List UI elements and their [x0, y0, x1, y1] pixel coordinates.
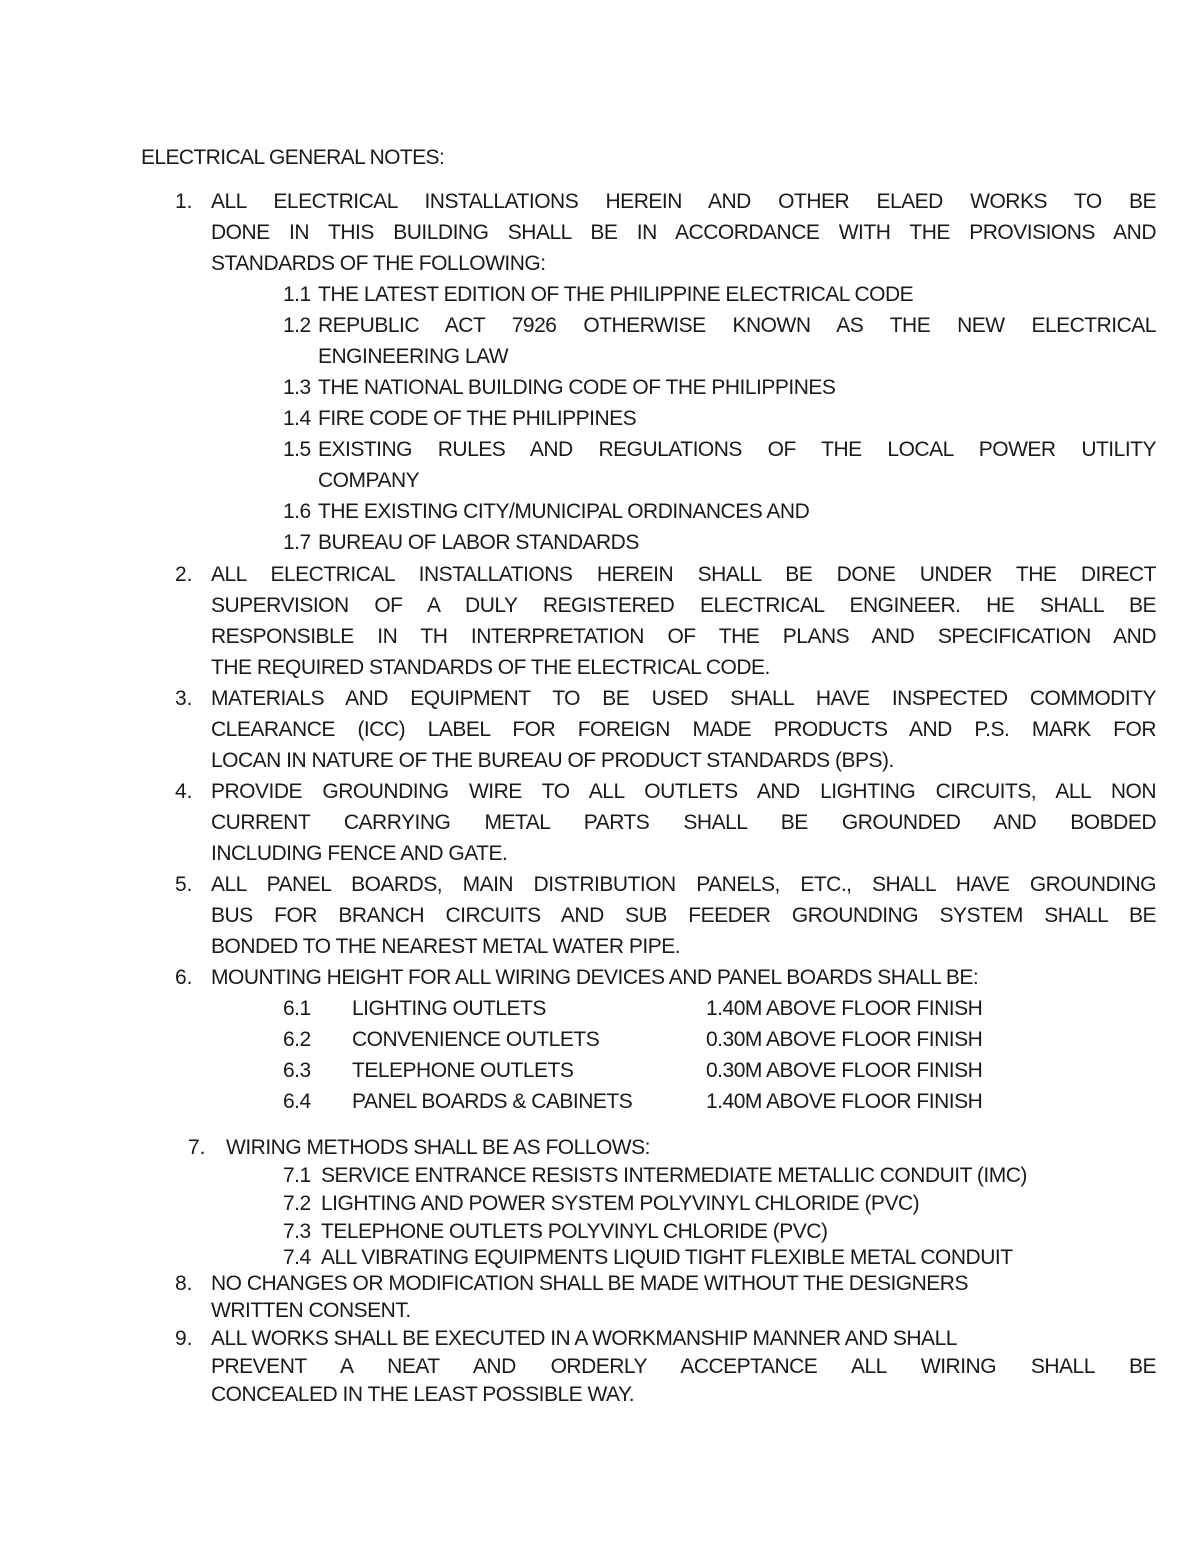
note-text-line: STANDARDS OF THE FOLLOWING: [211, 252, 546, 275]
row-item: LIGHTING OUTLETS [352, 997, 546, 1020]
subitem-number: 7.4 [283, 1246, 311, 1269]
row-number: 6.1 [283, 997, 311, 1020]
subitem-text: BUREAU OF LABOR STANDARDS [318, 531, 639, 554]
note-number: 2. [175, 563, 193, 586]
note-text-line-content: CURRENT CARRYING METAL PARTS SHALL BE GROUNDED AND BOBDED [211, 811, 1156, 834]
note-text-line: WIRING METHODS SHALL BE AS FOLLOWS: [226, 1136, 650, 1159]
subitem-number: 1.2 [283, 314, 311, 337]
note-text-line-content: PROVIDE GROUNDING WIRE TO ALL OUTLETS AND LIGHTING CIRCUITS, ALL NON [211, 780, 1156, 803]
subitem-number: 1.7 [283, 531, 311, 554]
subitem-number: 1.6 [283, 500, 311, 523]
note-text-line: LOCAN IN NATURE OF THE BUREAU OF PRODUCT STANDARDS (BPS). [211, 749, 894, 772]
subitem-text: ALL VIBRATING EQUIPMENTS LIQUID TIGHT FLEXIBLE METAL CONDUIT [321, 1246, 1013, 1269]
note-number: 7. [188, 1136, 206, 1159]
subitem-text: THE NATIONAL BUILDING CODE OF THE PHILIPPINES [318, 376, 836, 399]
subitem-text: COMPANY [318, 469, 420, 492]
note-text-line [211, 592, 1156, 620]
note-text-line [211, 902, 1156, 930]
row-value: 1.40M ABOVE FLOOR FINISH [706, 1090, 983, 1113]
note-text-line-content: DONE IN THIS BUILDING SHALL BE IN ACCORDANCE WITH THE PROVISIONS AND [211, 221, 1156, 244]
row-item: TELEPHONE OUTLETS [352, 1059, 574, 1082]
note-text-line-content: ALL PANEL BOARDS, MAIN DISTRIBUTION PANELS, ETC., SHALL HAVE GROUNDING [211, 873, 1156, 896]
note-text-line [211, 561, 1156, 589]
note-text-line: NO CHANGES OR MODIFICATION SHALL BE MADE WITHOUT THE DESIGNERS [211, 1272, 968, 1295]
row-value: 0.30M ABOVE FLOOR FINISH [706, 1059, 983, 1082]
subitem-text [318, 312, 1156, 340]
subitem-text: ENGINEERING LAW [318, 345, 509, 368]
note-number: 6. [175, 966, 193, 989]
note-text-line-content: SUPERVISION OF A DULY REGISTERED ELECTRICAL ENGINEER. HE SHALL BE [211, 594, 1156, 617]
note-number: 3. [175, 687, 193, 710]
subitem-number: 1.5 [283, 438, 311, 461]
note-text-line-content: RESPONSIBLE IN TH INTERPRETATION OF THE PLANS AND SPECIFICATION AND [211, 625, 1156, 648]
note-text-line [211, 623, 1156, 651]
row-value: 1.40M ABOVE FLOOR FINISH [706, 997, 983, 1020]
row-number: 6.3 [283, 1059, 311, 1082]
note-number: 8. [175, 1272, 193, 1295]
subitem-text: LIGHTING AND POWER SYSTEM POLYVINYL CHLORIDE (PVC) [321, 1192, 920, 1215]
row-item: CONVENIENCE OUTLETS [352, 1028, 600, 1051]
row-number: 6.4 [283, 1090, 311, 1113]
note-text-line [211, 809, 1156, 837]
note-text-line [211, 685, 1156, 713]
note-text-line: THE REQUIRED STANDARDS OF THE ELECTRICAL CODE. [211, 656, 770, 679]
subitem-text: FIRE CODE OF THE PHILIPPINES [318, 407, 637, 430]
note-text-line: WRITTEN CONSENT. [211, 1299, 411, 1322]
note-text-line [211, 219, 1156, 247]
subitem-text: SERVICE ENTRANCE RESISTS INTERMEDIATE METALLIC CONDUIT (IMC) [321, 1164, 1027, 1187]
subitem-text [318, 436, 1156, 464]
subitem-number: 7.1 [283, 1164, 311, 1187]
note-text-line: CONCEALED IN THE LEAST POSSIBLE WAY. [211, 1383, 635, 1406]
note-text-line: ALL WORKS SHALL BE EXECUTED IN A WORKMANSHIP MANNER AND SHALL [211, 1327, 957, 1350]
row-number: 6.2 [283, 1028, 311, 1051]
note-number: 4. [175, 780, 193, 803]
note-text-line: ALL ELECTRICAL INSTALLATIONS HEREIN AND OTHER ELAED WORKS TO BE [211, 190, 1156, 213]
note-number: 1. [175, 190, 193, 213]
page-title: ELECTRICAL GENERAL NOTES: [141, 146, 445, 169]
subitem-number: 7.2 [283, 1192, 311, 1215]
note-number: 9. [175, 1327, 193, 1350]
note-text-line: BONDED TO THE NEAREST METAL WATER PIPE. [211, 935, 681, 958]
subitem-text-content: REPUBLIC ACT 7926 OTHERWISE KNOWN AS THE NEW ELECTRICAL [318, 314, 1156, 337]
note-text-line-content: BUS FOR BRANCH CIRCUITS AND SUB FEEDER GROUNDING SYSTEM SHALL BE [211, 904, 1156, 927]
note-text-line [211, 716, 1156, 744]
row-value: 0.30M ABOVE FLOOR FINISH [706, 1028, 983, 1051]
note-text-line-content: ALL ELECTRICAL INSTALLATIONS HEREIN SHALL BE DONE UNDER THE DIRECT [211, 563, 1156, 586]
subitem-text: THE LATEST EDITION OF THE PHILIPPINE ELECTRICAL CODE [318, 283, 914, 306]
note-text-line-content: CLEARANCE (ICC) LABEL FOR FOREIGN MADE PRODUCTS AND P.S. MARK FOR [211, 718, 1156, 741]
note-text-line [211, 778, 1156, 806]
subitem-text: TELEPHONE OUTLETS POLYVINYL CHLORIDE (PVC) [321, 1220, 828, 1243]
subitem-text: THE EXISTING CITY/MUNICIPAL ORDINANCES AND [318, 500, 810, 523]
subitem-number: 1.1 [283, 283, 311, 306]
subitem-number: 7.3 [283, 1220, 311, 1243]
note-text-line [211, 1353, 1156, 1381]
subitem-number: 1.3 [283, 376, 311, 399]
note-text-line-content: PREVENT A NEAT AND ORDERLY ACCEPTANCE ALL WIRING SHALL BE [211, 1355, 1156, 1378]
note-number: 5. [175, 873, 193, 896]
note-text-line: MOUNTING HEIGHT FOR ALL WIRING DEVICES AND PANEL BOARDS SHALL BE: [211, 966, 979, 989]
subitem-text-content: EXISTING RULES AND REGULATIONS OF THE LOCAL POWER UTILITY [318, 438, 1156, 461]
subitem-number: 1.4 [283, 407, 311, 430]
note-text-line-content: MATERIALS AND EQUIPMENT TO BE USED SHALL HAVE INSPECTED COMMODITY [211, 687, 1156, 710]
note-text-line [211, 871, 1156, 899]
note-text-line: INCLUDING FENCE AND GATE. [211, 842, 508, 865]
row-item: PANEL BOARDS & CABINETS [352, 1090, 633, 1113]
